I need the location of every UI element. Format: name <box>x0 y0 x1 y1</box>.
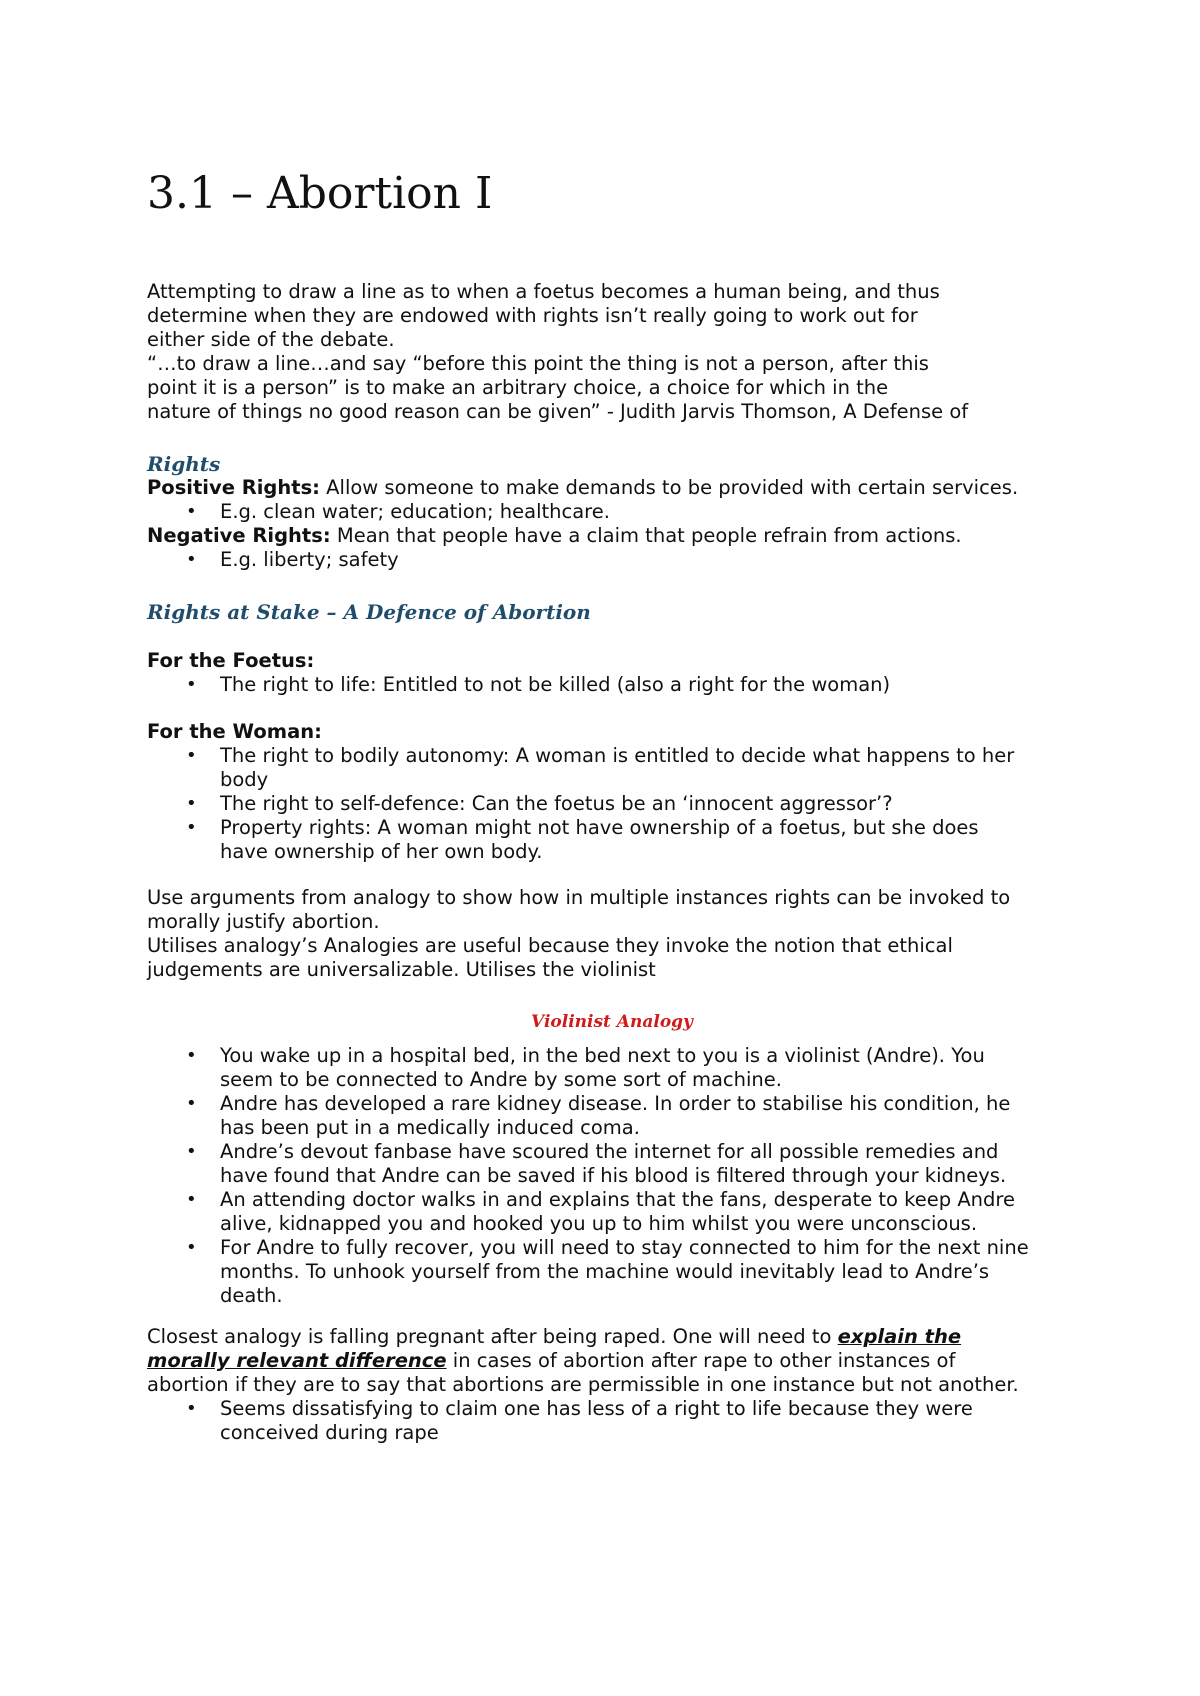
list-item <box>220 1140 1077 1188</box>
intro-line: determine when they are endowed with rights isn’t really going to work out for <box>147 304 918 327</box>
rights-at-stake-heading: Rights at Stake – A Defence of Abortion <box>147 600 591 624</box>
list-item <box>220 744 1077 792</box>
positive-rights-label: Positive Rights: <box>147 476 320 499</box>
closing-line: abortion if they are to say that abortions are permissible in one instance but not another. <box>147 1373 1019 1396</box>
negative-rights-examples <box>147 548 1077 572</box>
list-item-line: conceived during rape <box>220 1421 439 1444</box>
intro-paragraph <box>147 280 1077 424</box>
list-item <box>220 792 1077 816</box>
list-item: • E.g. liberty; safety <box>220 548 1077 572</box>
list-item <box>220 1188 1077 1236</box>
analogy-line: morally justify abortion. <box>147 910 380 933</box>
negative-rights-label: Negative Rights: <box>147 524 331 547</box>
closing-text: in cases of abortion after rape to other instances of <box>446 1349 956 1372</box>
list-item-line: seem to be connected to Andre by some sort of machine. <box>220 1068 782 1091</box>
list-item <box>220 1397 1077 1445</box>
violinist-heading: Violinist Analogy <box>531 1012 693 1032</box>
intro-line: either side of the debate. <box>147 328 395 351</box>
intro-quote-line: point it is a person” is to make an arbitrary choice, a choice for which in the <box>147 376 889 399</box>
analogy-line: judgements are universalizable. Utilises the violinist <box>147 958 656 981</box>
list-item-line: have ownership of her own body. <box>220 840 543 863</box>
list-item-line: • Andre has developed a rare kidney disease. In order to stabilise his condition, he <box>220 1092 1011 1115</box>
analogy-line: Use arguments from analogy to show how in multiple instances rights can be invoked to <box>147 886 1011 909</box>
list-item-line: have found that Andre can be saved if his blood is filtered through your kidneys. <box>220 1164 1007 1187</box>
list-item-line: has been put in a medically induced coma. <box>220 1116 640 1139</box>
violinist-list <box>147 1044 1077 1308</box>
list-item-line: • The right to self-defence: Can the foetus be an ‘innocent aggressor’? <box>220 792 893 815</box>
closing-line <box>147 1325 1077 1349</box>
list-item-line: • Property rights: A woman might not have ownership of a foetus, but she does <box>220 816 979 839</box>
page-title: 3.1 – Abortion I <box>147 168 493 219</box>
list-item: • E.g. clean water; education; healthcare. <box>220 500 1077 524</box>
rights-at-stake-section <box>147 600 1077 624</box>
intro-line: Attempting to draw a line as to when a foetus becomes a human being, and thus <box>147 280 940 303</box>
negative-rights-text: Mean that people have a claim that people refrain from actions. <box>330 524 962 547</box>
positive-rights-definition <box>147 476 1077 500</box>
violinist-section <box>147 1010 1077 1034</box>
positive-rights-text: Allow someone to make demands to be provided with certain services. <box>319 476 1019 499</box>
negative-rights-definition <box>147 524 1077 548</box>
foetus-label: For the Foetus: <box>147 649 315 672</box>
closing-list <box>147 1397 1077 1445</box>
list-item-line: • The right to bodily autonomy: A woman is entitled to decide what happens to her <box>220 744 1015 767</box>
list-item-line: death. <box>220 1284 283 1307</box>
intro-quote-line: “…to draw a line…and say “before this point the thing is not a person, after this <box>147 352 929 375</box>
intro-quote-line: nature of things no good reason can be given” - Judith Jarvis Thomson, A Defense of <box>147 400 969 423</box>
analogy-paragraph <box>147 886 1077 982</box>
list-item-line: months. To unhook yourself from the machine would inevitably lead to Andre’s <box>220 1260 990 1283</box>
list-item <box>220 1092 1077 1140</box>
rights-heading: Rights <box>147 452 221 476</box>
woman-rights-list <box>147 744 1077 864</box>
closing-paragraph <box>147 1325 1077 1445</box>
list-item-line: • You wake up in a hospital bed, in the bed next to you is a violinist (Andre). You <box>220 1044 985 1067</box>
emphasis-text: explain the <box>837 1325 962 1348</box>
list-item: • The right to life: Entitled to not be killed (also a right for the woman) <box>220 673 1077 697</box>
analogy-line: Utilises analogy’s Analogies are useful because they invoke the notion that ethical <box>147 934 953 957</box>
rights-section <box>147 452 1077 572</box>
emphasis-text: morally relevant difference <box>147 1349 447 1372</box>
list-item-line: • For Andre to fully recover, you will need to stay connected to him for the next nine <box>220 1236 1029 1259</box>
list-item <box>220 816 1077 864</box>
foetus-rights <box>147 649 1077 697</box>
woman-label: For the Woman: <box>147 720 322 743</box>
foetus-rights-list <box>147 673 1077 697</box>
list-item <box>220 1044 1077 1092</box>
closing-line <box>147 1349 1077 1373</box>
closing-text: Closest analogy is falling pregnant after being raped. One will need to <box>147 1325 838 1348</box>
positive-rights-examples <box>147 500 1077 524</box>
list-item-line: • An attending doctor walks in and explains that the fans, desperate to keep Andre <box>220 1188 1015 1211</box>
violinist-list-wrap <box>147 1044 1077 1308</box>
woman-rights <box>147 720 1077 864</box>
list-item <box>220 1236 1077 1308</box>
list-item-line: • Seems dissatisfying to claim one has less of a right to life because they were <box>220 1397 973 1420</box>
list-item-line: • Andre’s devout fanbase have scoured the internet for all possible remedies and <box>220 1140 999 1163</box>
list-item-line: body <box>220 768 269 791</box>
list-item-line: alive, kidnapped you and hooked you up to him whilst you were unconscious. <box>220 1212 978 1235</box>
